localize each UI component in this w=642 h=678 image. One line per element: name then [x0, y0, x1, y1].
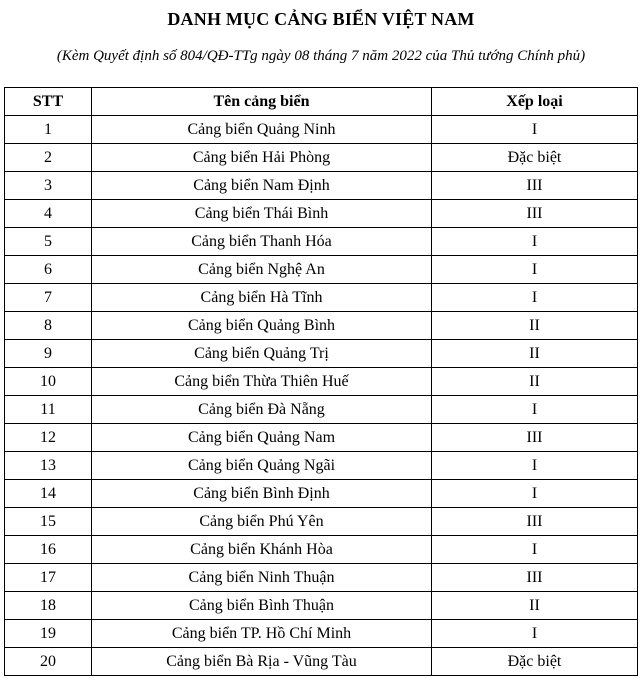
- row-stt: 1: [5, 116, 92, 144]
- row-port-name: Cảng biển Bà Rịa - Vũng Tàu: [92, 648, 432, 676]
- row-stt: 5: [5, 228, 92, 256]
- table-row: [5, 396, 638, 424]
- row-classification: III: [432, 508, 638, 536]
- row-stt: 12: [5, 424, 92, 452]
- row-classification: I: [432, 396, 638, 424]
- row-port-name: Cảng biển TP. Hồ Chí Minh: [92, 620, 432, 648]
- table-row: [5, 284, 638, 312]
- row-classification: I: [432, 228, 638, 256]
- header-classification: Xếp loại: [432, 88, 638, 116]
- seaport-table: [4, 87, 638, 676]
- table-row: [5, 452, 638, 480]
- table-row: [5, 172, 638, 200]
- row-classification: I: [432, 116, 638, 144]
- row-classification: II: [432, 340, 638, 368]
- row-stt: 15: [5, 508, 92, 536]
- row-stt: 11: [5, 396, 92, 424]
- row-stt: 6: [5, 256, 92, 284]
- table-row: [5, 228, 638, 256]
- table-row: [5, 200, 638, 228]
- table-body: [5, 116, 638, 676]
- table-row: [5, 592, 638, 620]
- row-stt: 8: [5, 312, 92, 340]
- row-port-name: Cảng biển Bình Định: [92, 480, 432, 508]
- table-row: [5, 424, 638, 452]
- row-port-name: Cảng biển Thừa Thiên Huế: [92, 368, 432, 396]
- table-row: [5, 312, 638, 340]
- table-row: [5, 480, 638, 508]
- table-row: [5, 564, 638, 592]
- table-row: [5, 144, 638, 172]
- row-port-name: Cảng biển Hải Phòng: [92, 144, 432, 172]
- row-classification: I: [432, 452, 638, 480]
- row-port-name: Cảng biển Bình Thuận: [92, 592, 432, 620]
- table-row: [5, 340, 638, 368]
- row-port-name: Cảng biển Thái Bình: [92, 200, 432, 228]
- row-stt: 2: [5, 144, 92, 172]
- table-row: [5, 620, 638, 648]
- row-stt: 9: [5, 340, 92, 368]
- page-title: DANH MỤC CẢNG BIỂN VIỆT NAM: [167, 9, 475, 29]
- row-port-name: Cảng biển Quảng Ninh: [92, 116, 432, 144]
- row-stt: 3: [5, 172, 92, 200]
- row-classification: I: [432, 536, 638, 564]
- row-classification: III: [432, 200, 638, 228]
- row-port-name: Cảng biển Nghệ An: [92, 256, 432, 284]
- row-port-name: Cảng biển Đà Nẵng: [92, 396, 432, 424]
- row-stt: 17: [5, 564, 92, 592]
- row-classification: II: [432, 368, 638, 396]
- row-classification: II: [432, 592, 638, 620]
- row-classification: III: [432, 564, 638, 592]
- table-row: [5, 648, 638, 676]
- table-header-row: [5, 88, 638, 116]
- row-classification: I: [432, 256, 638, 284]
- row-stt: 14: [5, 480, 92, 508]
- row-classification: III: [432, 424, 638, 452]
- header-port-name: Tên cảng biển: [92, 88, 432, 116]
- row-port-name: Cảng biển Phú Yên: [92, 508, 432, 536]
- table-row: [5, 508, 638, 536]
- row-stt: 10: [5, 368, 92, 396]
- row-stt: 4: [5, 200, 92, 228]
- row-stt: 20: [5, 648, 92, 676]
- row-classification: Đặc biệt: [432, 648, 638, 676]
- row-stt: 18: [5, 592, 92, 620]
- table-row: [5, 368, 638, 396]
- row-port-name: Cảng biển Ninh Thuận: [92, 564, 432, 592]
- row-port-name: Cảng biển Quảng Trị: [92, 340, 432, 368]
- row-port-name: Cảng biển Hà Tĩnh: [92, 284, 432, 312]
- row-stt: 13: [5, 452, 92, 480]
- row-port-name: Cảng biển Nam Định: [92, 172, 432, 200]
- row-classification: I: [432, 620, 638, 648]
- row-classification: III: [432, 172, 638, 200]
- row-stt: 16: [5, 536, 92, 564]
- header-stt: STT: [5, 88, 92, 116]
- row-classification: I: [432, 284, 638, 312]
- row-stt: 7: [5, 284, 92, 312]
- row-classification: I: [432, 480, 638, 508]
- row-stt: 19: [5, 620, 92, 648]
- table-row: [5, 536, 638, 564]
- page-subtitle: (Kèm Quyết định số 804/QĐ-TTg ngày 08 tháng 7 năm 2022 của Thủ tướng Chính phủ): [56, 48, 586, 64]
- table-row: [5, 256, 638, 284]
- table-row: [5, 116, 638, 144]
- row-port-name: Cảng biển Quảng Bình: [92, 312, 432, 340]
- row-port-name: Cảng biển Quảng Nam: [92, 424, 432, 452]
- row-classification: II: [432, 312, 638, 340]
- row-port-name: Cảng biển Thanh Hóa: [92, 228, 432, 256]
- row-port-name: Cảng biển Quảng Ngãi: [92, 452, 432, 480]
- row-classification: Đặc biệt: [432, 144, 638, 172]
- row-port-name: Cảng biển Khánh Hòa: [92, 536, 432, 564]
